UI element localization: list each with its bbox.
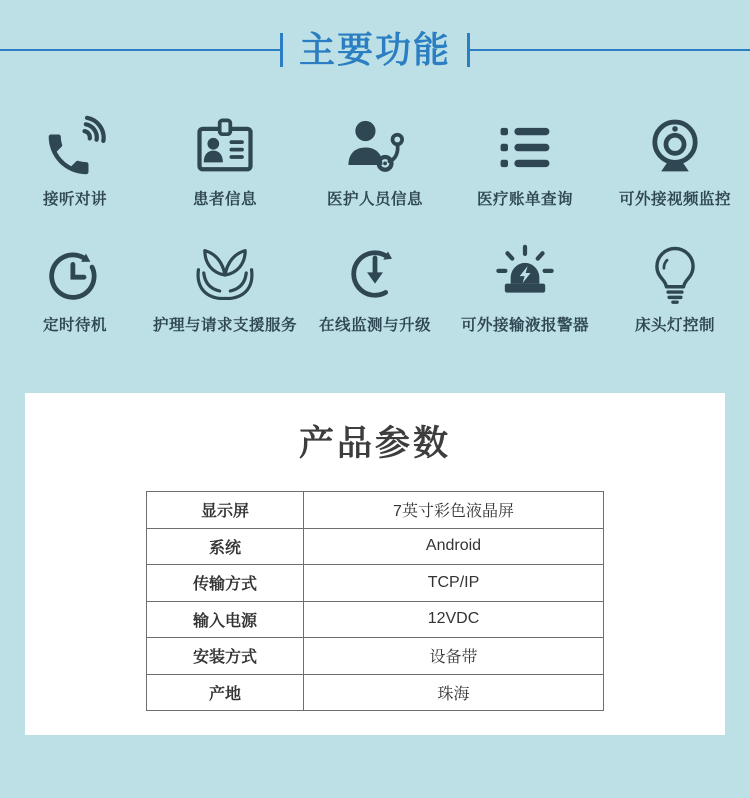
bill-list-icon bbox=[491, 114, 559, 182]
phone-intercom-icon bbox=[41, 114, 109, 182]
feature-item bbox=[450, 114, 600, 210]
feature-label: 护理与请求支援服务 bbox=[152, 316, 297, 334]
divider-tick-left bbox=[280, 33, 283, 67]
infusion-alarm-icon bbox=[491, 240, 559, 308]
product-params-title: 产品参数 bbox=[298, 424, 451, 464]
param-label: 显示屏 bbox=[147, 492, 304, 529]
feature-item bbox=[0, 240, 150, 336]
param-value: 珠海 bbox=[304, 674, 604, 711]
param-label: 输入电源 bbox=[147, 601, 304, 638]
feature-item bbox=[0, 114, 150, 210]
feature-label: 床头灯控制 bbox=[634, 316, 715, 334]
page-title: 主要功能 bbox=[299, 29, 452, 70]
feature-label: 患者信息 bbox=[192, 191, 257, 208]
feature-item bbox=[600, 114, 750, 210]
param-value: TCP/IP bbox=[304, 565, 604, 602]
webcam-icon bbox=[641, 114, 709, 182]
param-row bbox=[147, 528, 604, 565]
param-value: 设备带 bbox=[304, 638, 604, 675]
param-label: 系统 bbox=[147, 528, 304, 565]
feature-label: 定时待机 bbox=[42, 316, 107, 334]
feature-label: 医护人员信息 bbox=[326, 191, 423, 208]
feature-item bbox=[450, 240, 600, 336]
param-label: 安装方式 bbox=[147, 638, 304, 675]
feature-label: 在线监测与升级 bbox=[318, 316, 431, 334]
main-features-header bbox=[0, 0, 750, 100]
divider-line-right bbox=[470, 49, 750, 51]
feature-item bbox=[300, 114, 450, 210]
update-refresh-icon bbox=[341, 240, 409, 308]
feature-item bbox=[150, 240, 300, 336]
timer-clock-icon bbox=[41, 240, 109, 308]
product-params-table bbox=[146, 491, 604, 711]
param-row bbox=[147, 492, 604, 529]
feature-label: 医疗账单查询 bbox=[476, 191, 573, 208]
feature-item bbox=[300, 240, 450, 336]
param-value: 12VDC bbox=[304, 601, 604, 638]
param-label: 传输方式 bbox=[147, 565, 304, 602]
param-value: Android bbox=[304, 528, 604, 565]
medical-staff-icon bbox=[341, 114, 409, 182]
patient-id-badge-icon bbox=[191, 114, 259, 182]
care-hands-icon bbox=[191, 240, 259, 308]
divider-line-left bbox=[0, 49, 280, 51]
param-row bbox=[147, 601, 604, 638]
feature-item bbox=[600, 240, 750, 336]
features-grid bbox=[0, 100, 750, 335]
product-params-card bbox=[25, 393, 725, 735]
feature-label: 可外接视频监控 bbox=[618, 191, 731, 208]
param-label: 产地 bbox=[147, 674, 304, 711]
feature-label: 可外接输液报警器 bbox=[460, 316, 589, 334]
feature-label: 接听对讲 bbox=[42, 191, 107, 208]
param-value: 7英寸彩色液晶屏 bbox=[304, 492, 604, 529]
param-row bbox=[147, 674, 604, 711]
param-row bbox=[147, 565, 604, 602]
bedside-lamp-icon bbox=[641, 240, 709, 308]
feature-item bbox=[150, 114, 300, 210]
param-row bbox=[147, 638, 604, 675]
